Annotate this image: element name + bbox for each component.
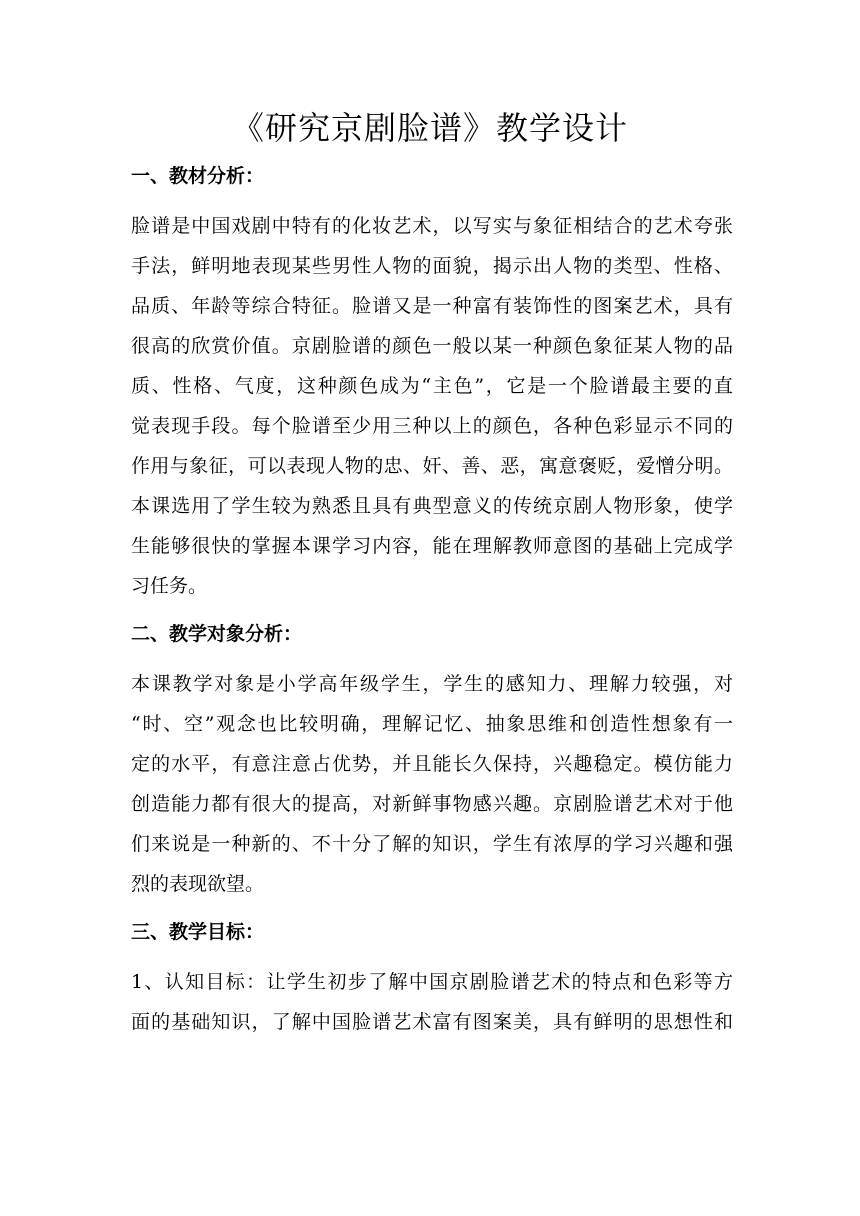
section-materials-analysis (131, 158, 733, 606)
section-student-analysis (131, 616, 733, 904)
text-line: 觉表现手段。每个脸谱至少用三种以上的颜色，各种色彩显示不同的 (131, 415, 733, 437)
text-line: 定的水平，有意注意占优势，并且能长久保持，兴趣稳定。模仿能力 (131, 753, 733, 775)
text-line: 生能够很快的掌握本课学习内容，能在理解教师意图的基础上完成学 (131, 535, 733, 557)
text-line: 质、性格、气度，这种颜色成为“主色”，它是一个脸谱最主要的直 (131, 375, 733, 397)
document-body (131, 158, 733, 1052)
text-line: 烈的表现欲望。 (131, 873, 265, 895)
section-heading: 一、教材分析： (131, 165, 265, 187)
text-line: 创造能力都有很大的提高，对新鲜事物感兴趣。京剧脸谱艺术对于他 (131, 793, 733, 815)
section-heading: 二、教学对象分析： (131, 623, 303, 645)
section-teaching-goals (131, 914, 733, 1042)
text-line: 本课选用了学生较为熟悉且具有典型意义的传统京剧人物形象，使学 (131, 495, 733, 517)
text-line: 很高的欣赏价值。京剧脸谱的颜色一般以某一种颜色象征某人物的品 (131, 335, 733, 357)
text-line: 习任务。 (131, 575, 208, 597)
section-paragraph (131, 206, 733, 606)
text-line: 手法，鲜明地表现某些男性人物的面貌，揭示出人物的类型、性格、 (131, 255, 733, 277)
section-paragraph (131, 664, 733, 904)
text-line: 品质、年龄等综合特征。脸谱又是一种富有装饰性的图案艺术，具有 (131, 295, 733, 317)
document-title: 《研究京剧脸谱》教学设计 (231, 109, 628, 147)
text-line: 们来说是一种新的、不十分了解的知识，学生有浓厚的学习兴趣和强 (131, 833, 733, 855)
text-line: 面的基础知识，了解中国脸谱艺术富有图案美，具有鲜明的思想性和 (131, 1011, 733, 1033)
section-paragraph (131, 962, 733, 1042)
text-line: 本课教学对象是小学高年级学生，学生的感知力、理解力较强，对 (131, 673, 733, 695)
text-line: 脸谱是中国戏剧中特有的化妆艺术，以写实与象征相结合的艺术夸张 (131, 215, 733, 237)
text-line: 作用与象征，可以表现人物的忠、奸、善、恶，寓意褒贬，爱憎分明。 (131, 455, 733, 477)
text-line: “时、空”观念也比较明确，理解记忆、抽象思维和创造性想象有一 (131, 713, 733, 735)
section-heading: 三、教学目标： (131, 921, 265, 943)
text-line: 1、认知目标：让学生初步了解中国京剧脸谱艺术的特点和色彩等方 (131, 971, 733, 993)
